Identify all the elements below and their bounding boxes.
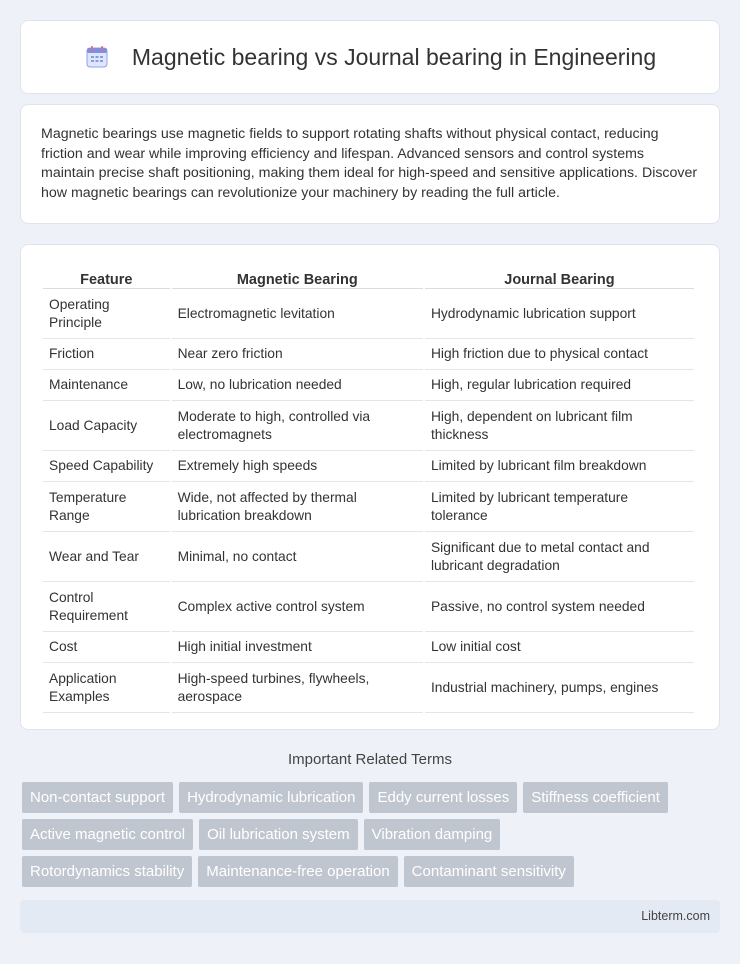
term-tag[interactable]: Rotordynamics stability bbox=[22, 856, 192, 887]
table-row bbox=[43, 289, 694, 339]
table-row bbox=[43, 532, 694, 582]
magnetic-cell: Electromagnetic levitation bbox=[172, 289, 423, 339]
term-row bbox=[22, 856, 722, 887]
term-tag[interactable]: Contaminant sensitivity bbox=[404, 856, 574, 887]
term-row bbox=[22, 782, 722, 813]
term-tag[interactable]: Maintenance-free operation bbox=[198, 856, 397, 887]
intro-card bbox=[20, 104, 720, 224]
footer-site-link[interactable]: Libterm.com bbox=[641, 909, 710, 923]
feature-cell: Maintenance bbox=[43, 370, 170, 401]
calendar-icon bbox=[84, 44, 110, 70]
table-row bbox=[43, 451, 694, 482]
magnetic-cell: Extremely high speeds bbox=[172, 451, 423, 482]
intro-text: Magnetic bearings use magnetic fields to support rotating shafts without physical contact, reducing friction and wear while improving efficiency and lifespan. Advanced sensors and control systems maintain precise shaft positioning, making them ideal for high-speed and sensitive applications. Discover how magnetic bearings can revolutionize your machinery by reading the full article. bbox=[41, 126, 698, 201]
term-row bbox=[22, 819, 722, 850]
table-row bbox=[43, 663, 694, 713]
title-card bbox=[20, 20, 720, 94]
feature-cell: Operating Principle bbox=[43, 289, 170, 339]
feature-cell: Load Capacity bbox=[43, 401, 170, 451]
feature-cell: Cost bbox=[43, 632, 170, 663]
header-journal-bearing: Journal Bearing bbox=[425, 265, 694, 289]
journal-cell: Passive, no control system needed bbox=[425, 582, 694, 632]
term-tag[interactable]: Oil lubrication system bbox=[199, 819, 358, 850]
magnetic-cell: Complex active control system bbox=[172, 582, 423, 632]
journal-cell: Low initial cost bbox=[425, 632, 694, 663]
magnetic-cell: High-speed turbines, flywheels, aerospace bbox=[172, 663, 423, 713]
magnetic-cell: Near zero friction bbox=[172, 339, 423, 370]
term-tag[interactable]: Stiffness coefficient bbox=[523, 782, 668, 813]
feature-cell: Application Examples bbox=[43, 663, 170, 713]
table-row bbox=[43, 370, 694, 401]
journal-cell: Industrial machinery, pumps, engines bbox=[425, 663, 694, 713]
term-tag[interactable]: Eddy current losses bbox=[369, 782, 517, 813]
term-tag[interactable]: Active magnetic control bbox=[22, 819, 193, 850]
journal-cell: High friction due to physical contact bbox=[425, 339, 694, 370]
comparison-card bbox=[20, 244, 720, 730]
magnetic-cell: Minimal, no contact bbox=[172, 532, 423, 582]
term-tag[interactable]: Vibration damping bbox=[364, 819, 501, 850]
term-tag[interactable]: Hydrodynamic lubrication bbox=[179, 782, 363, 813]
footer bbox=[20, 900, 720, 933]
related-terms-title: Important Related Terms bbox=[288, 751, 452, 768]
magnetic-cell: Wide, not affected by thermal lubrication breakdown bbox=[172, 482, 423, 532]
journal-cell: Limited by lubricant temperature tolerance bbox=[425, 482, 694, 532]
journal-cell: Hydrodynamic lubrication support bbox=[425, 289, 694, 339]
table-header-row bbox=[43, 265, 694, 289]
feature-cell: Temperature Range bbox=[43, 482, 170, 532]
page-title: Magnetic bearing vs Journal bearing in Engineering bbox=[131, 43, 657, 70]
table-row bbox=[43, 582, 694, 632]
magnetic-cell: High initial investment bbox=[172, 632, 423, 663]
feature-cell: Friction bbox=[43, 339, 170, 370]
journal-cell: High, dependent on lubricant film thickness bbox=[425, 401, 694, 451]
feature-cell: Speed Capability bbox=[43, 451, 170, 482]
feature-cell: Wear and Tear bbox=[43, 532, 170, 582]
table-row bbox=[43, 401, 694, 451]
feature-cell: Control Requirement bbox=[43, 582, 170, 632]
related-terms bbox=[22, 782, 722, 893]
journal-cell: High, regular lubrication required bbox=[425, 370, 694, 401]
comparison-table bbox=[41, 265, 696, 713]
header-feature: Feature bbox=[43, 265, 170, 289]
magnetic-cell: Moderate to high, controlled via electromagnets bbox=[172, 401, 423, 451]
journal-cell: Limited by lubricant film breakdown bbox=[425, 451, 694, 482]
term-tag[interactable]: Non-contact support bbox=[22, 782, 173, 813]
table-row bbox=[43, 482, 694, 532]
magnetic-cell: Low, no lubrication needed bbox=[172, 370, 423, 401]
table-row bbox=[43, 339, 694, 370]
journal-cell: Significant due to metal contact and lubricant degradation bbox=[425, 532, 694, 582]
header-magnetic-bearing: Magnetic Bearing bbox=[172, 265, 423, 289]
table-row bbox=[43, 632, 694, 663]
